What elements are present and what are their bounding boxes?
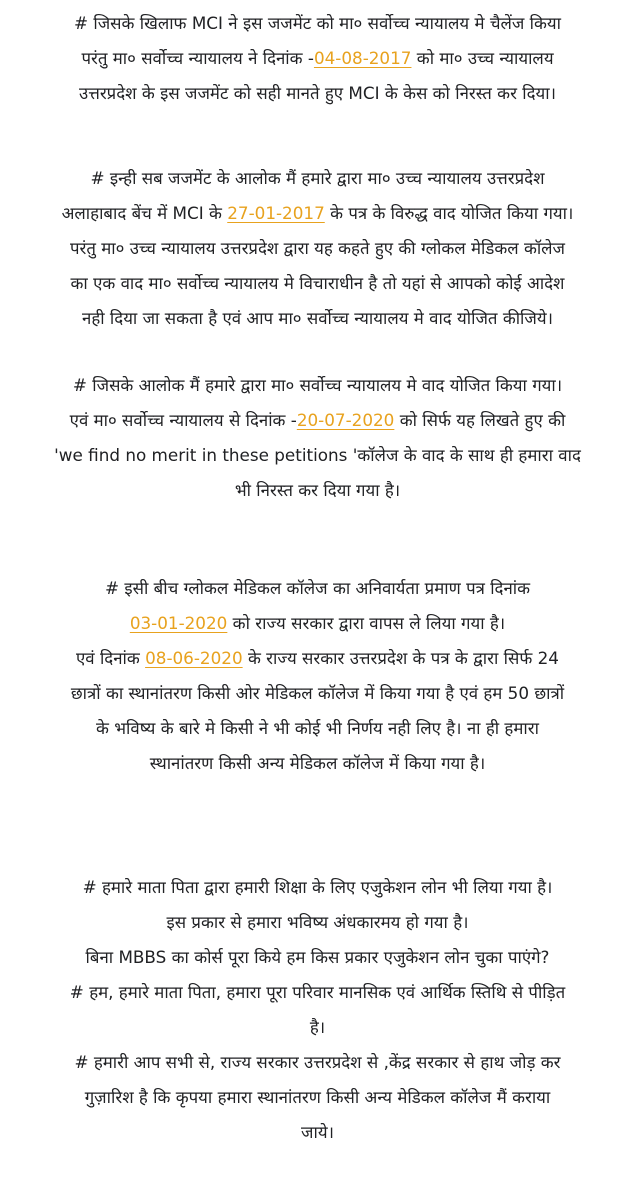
paragraph-supreme-court-case [10,368,625,508]
text-line: # जिसके खिलाफ MCI ने इस जजमेंट को मा० सर्वोच्च न्यायालय मे चैलेंज किया [73,13,561,33]
text-line: 'we find no merit in these petitions 'कॉलेज के वाद के साथ ही हमारा वाद [54,445,581,465]
text-line: स्थानांतरण किसी अन्य मेडिकल कॉलेज में किया गया है। [149,753,486,773]
text-line: # जिसके आलोक मैं हमारे द्वारा मा० सर्वोच्च न्यायालय मे वाद योजित किया गया। [72,375,563,395]
text-fragment: को राज्य सरकार द्वारा वापस ले लिया गया है। [227,613,506,633]
paragraph-certificate-withdrawn [10,571,625,781]
text-line [10,41,625,76]
text-fragment: अलाहाबाद बेंच में MCI के [61,203,228,223]
text-line: भी निरस्त कर दिया गया है। [234,480,401,500]
text-fragment: को मा० उच्च न्यायालय [411,48,554,68]
text-line [10,196,625,231]
date-link[interactable]: 20-07-2020 [296,410,395,430]
paragraph-high-court-case [10,161,625,336]
text-line: है। [309,1017,326,1037]
text-line: का एक वाद मा० सर्वोच्च न्यायालय मे विचाराधीन है तो यहां से आपको कोई आदेश [70,273,565,293]
text-fragment: को सिर्फ यह लिखते हुए की [394,410,566,430]
text-fragment: के राज्य सरकार उत्तरप्रदेश के पत्र के द्वारा सिर्फ 24 [242,648,559,668]
date-link[interactable]: 03-01-2020 [129,613,228,633]
text-line: के भविष्य के बारे मे किसी ने भी कोई भी निर्णय नही लिए है। ना ही हमारा [96,718,539,738]
text-line [10,403,625,438]
text-fragment: परंतु मा० सर्वोच्च न्यायालय ने दिनांक - [81,48,314,68]
text-fragment: एवं दिनांक [76,648,146,668]
text-line: बिना MBBS का कोर्स पूरा किये हम किस प्रकार एजुकेशन लोन चुका पाएंगे? [85,947,550,967]
date-link[interactable]: 08-06-2020 [145,648,243,668]
text-line [10,641,625,676]
text-line: जाये। [301,1122,334,1142]
paragraph-mci-challenge [10,6,625,111]
text-line: # हम, हमारे माता पिता, हमारा पूरा परिवार मानसिक एवं आर्थिक स्तिथि से पीड़ित [69,982,566,1002]
text-line: नही दिया जा सकता है एवं आप मा० सर्वोच्च न्यायालय मे वाद योजित कीजिये। [82,308,553,328]
text-fragment: एवं मा० सर्वोच्च न्यायालय से दिनांक - [69,410,297,430]
date-link[interactable]: 27-01-2017 [227,203,325,223]
text-line [10,606,625,641]
text-line: # हमारे माता पिता द्वारा हमारी शिक्षा के लिए एजुकेशन लोन भी लिया गया है। [82,877,553,897]
text-line: छात्रों का स्थानांतरण किसी ओर मेडिकल कॉलेज में किया गया है एवं हम 50 छात्रों [70,683,565,703]
text-fragment: के पत्र के विरुद्ध वाद योजित किया गया। [324,203,574,223]
text-line: गुज़ारिश है कि कृपया हमारा स्थानांतरण किसी अन्य मेडिकल कॉलेज मैं कराया [84,1087,551,1107]
text-line: परंतु मा० उच्च न्यायालय उत्तरप्रदेश द्वारा यह कहते हुए की ग्लोकल मेडिकल कॉलेज [69,238,566,258]
text-line: उत्तरप्रदेश के इस जजमेंट को सही मानते हुए MCI के केस को निरस्त कर दिया। [79,83,556,103]
date-link[interactable]: 04-08-2017 [313,48,412,68]
text-line: # हमारी आप सभी से, राज्य सरकार उत्तरप्रदेश से ,केंद्र सरकार से हाथ जोड़ कर [74,1052,561,1072]
text-line: # इन्ही सब जजमेंट के आलोक मैं हमारे द्वारा मा० उच्च न्यायालय उत्तरप्रदेश [90,168,545,188]
text-line: # इसी बीच ग्लोकल मेडिकल कॉलेज का अनिवार्यता प्रमाण पत्र दिनांक [104,578,530,598]
paragraph-appeal [10,870,625,1150]
text-line: इस प्रकार से हमारा भविष्य अंधकारमय हो गया है। [166,912,469,932]
